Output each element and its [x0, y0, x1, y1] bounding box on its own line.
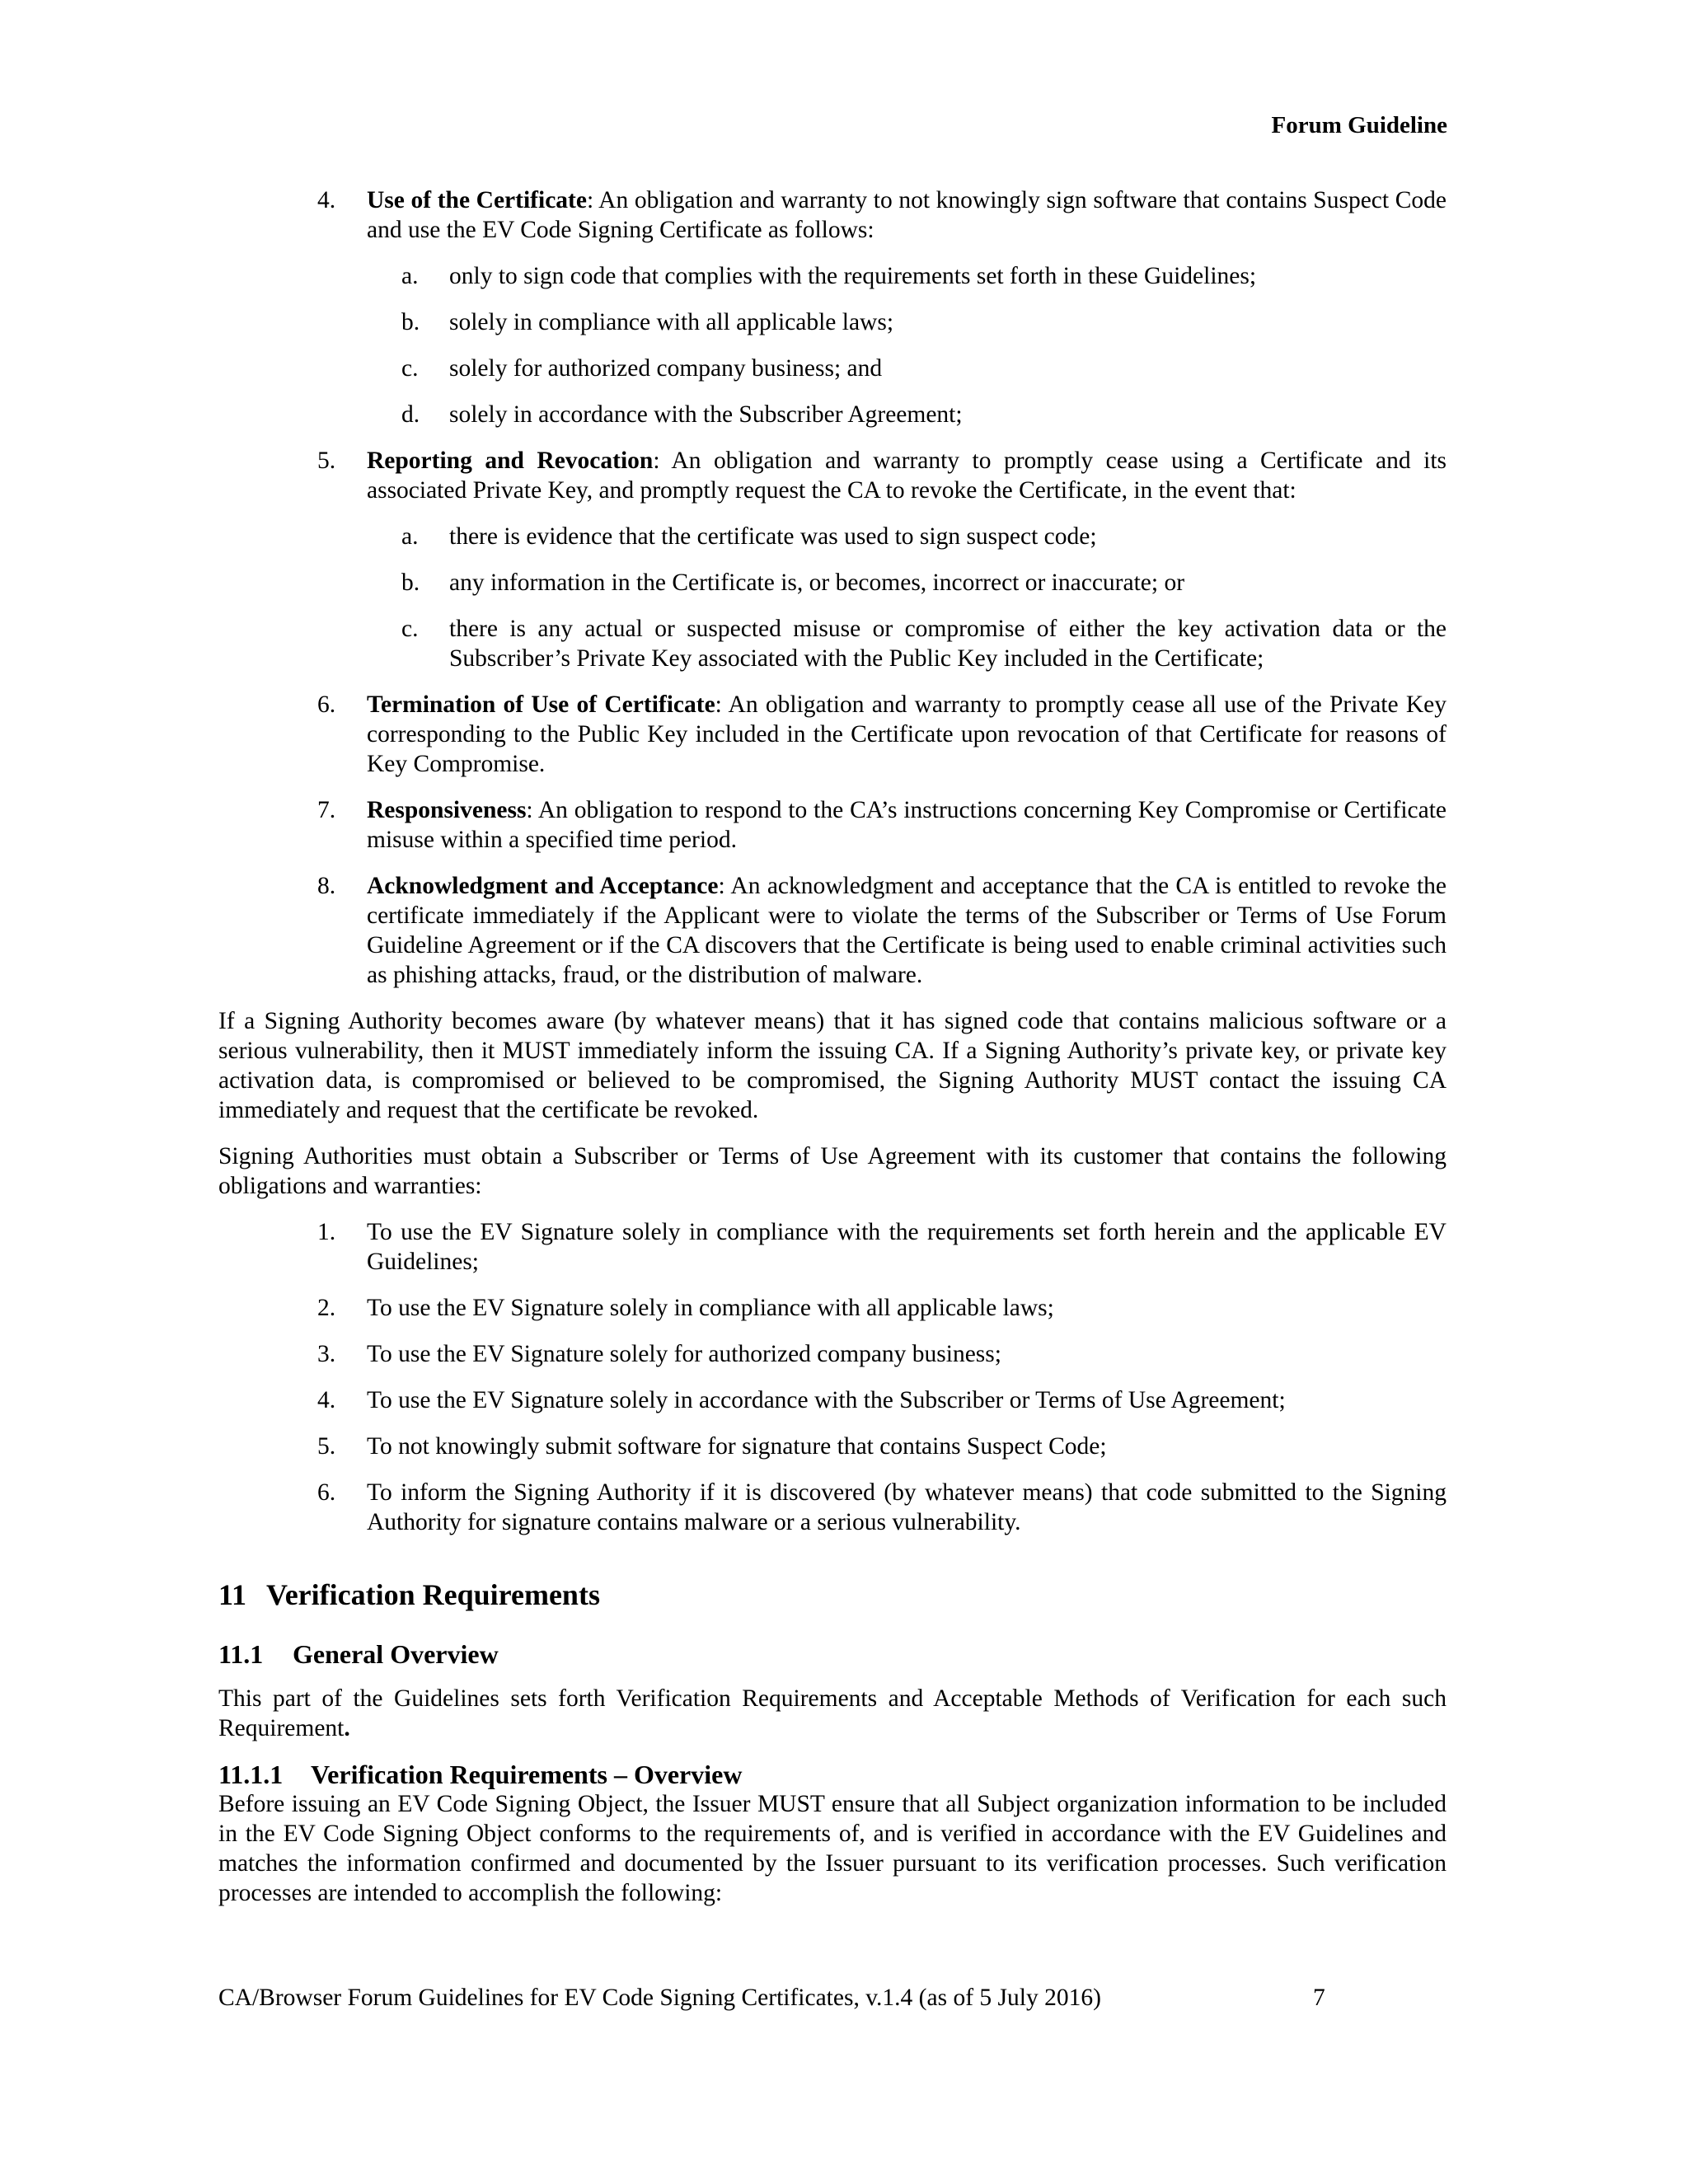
page-footer: CA/Browser Forum Guidelines for EV Code Signing Certificates, v.1.4 (as of 5 July 2016) [218, 1985, 1101, 2011]
sub-list [367, 522, 1447, 673]
item-term: Termination of Use of Certificate [367, 691, 715, 718]
paragraph-general-overview: This part of the Guidelines sets forth Verification Requirements and Acceptable Methods of Verification for each such Requirement. [218, 1685, 1447, 1741]
item-term: Responsiveness [367, 797, 527, 823]
subscriber-obligations-list [218, 185, 1447, 990]
paragraph-agreement: Signing Authorities must obtain a Subscriber or Terms of Use Agreement with its customer that contains the following obligations and warranties: [218, 1143, 1447, 1199]
list-item: 5. To not knowingly submit software for signature that contains Suspect Code; [317, 1433, 1107, 1460]
sub-list-item: b. solely in compliance with all applicable laws; [401, 309, 894, 335]
list-item: 4. Use of the Certificate: An obligation and warranty to not knowingly sign software that contains Suspect Code and use the EV Code Signing Certificate as follows: a. only to sign code that complies with the requirements set forth in these Guidelines; b. solely in compliance with all applicable laws; c. solely for authorized company business; and d. solely in accordance with the Subscriber Agreement; [317, 187, 1447, 428]
page-content [218, 185, 1447, 1924]
signing-authority-obligations-list [218, 1217, 1447, 1537]
item-term: Reporting and Revocation [367, 448, 654, 474]
list-number: 7. [317, 797, 336, 823]
item-term: Use of the Certificate [367, 187, 587, 213]
paragraph-verification-overview: Before issuing an EV Code Signing Object, the Issuer MUST ensure that all Subject organization information to be included in the EV Code Signing Object conforms to the requirements of, and is verified in accordance with the EV Guidelines and matches the information confirmed and documented by the Issuer pursuant to its verification processes. Such verification processes are intended to accomplish the following: [218, 1791, 1447, 1906]
list-number: 6. [317, 691, 336, 718]
list-item: 6. Termination of Use of Certificate: An obligation and warranty to promptly cease all use of the Private Key corresponding to the Public Key included in the Certificate upon revocation of that Certificate for reasons of Key Compromise. [317, 691, 1447, 777]
running-header: Forum Guideline [1271, 112, 1447, 138]
item-text: An obligation to respond to the CA’s instructions concerning Key Compromise or Certificate misuse within a specified time period. [367, 797, 1447, 853]
list-item: 7. Responsiveness: An obligation to respond to the CA’s instructions concerning Key Compromise or Certificate misuse within a specified time period. [317, 797, 1447, 853]
sub-list-item: b. any information in the Certificate is, or becomes, incorrect or inaccurate; or [401, 569, 1185, 596]
item-text: An obligation and warranty to promptly cease all use of the Private Key corresponding to the Public Key included in the Certificate upon revocation of that Certificate for reasons of Key Compromise. [367, 691, 1447, 777]
list-item: 8. Acknowledgment and Acceptance: An acknowledgment and acceptance that the CA is entitled to revoke the certificate immediately if the Applicant were to violate the terms of the Subscriber or Terms of Use Forum Guideline Agreement or if the CA discovers that the Certificate is being used to enable criminal activities such as phishing attacks, fraud, or the distribution of malware. [317, 873, 1447, 988]
sub-list-item: a. only to sign code that complies with the requirements set forth in these Guidelines; [401, 263, 1257, 289]
item-text: An obligation and warranty to promptly cease using a Certificate and its associated Private Key, and promptly request the CA to revoke the Certificate, in the event that: [367, 448, 1447, 504]
section-heading-11: 11 Verification Requirements [218, 1578, 600, 1611]
list-number: 5. [317, 448, 336, 474]
section-heading-11-1-1: 11.1.1 Verification Requirements – Overview [218, 1760, 743, 1789]
list-item: 1. To use the EV Signature solely in compliance with the requirements set forth herein and the applicable EV Guidelines; [317, 1219, 1447, 1275]
list-item: 6. To inform the Signing Authority if it is discovered (by whatever means) that code submitted to the Signing Authority for signature contains malware or a serious vulnerability. [317, 1479, 1447, 1535]
item-term: Acknowledgment and Acceptance [367, 873, 719, 899]
sub-list [367, 261, 1447, 429]
list-item: 2. To use the EV Signature solely in compliance with all applicable laws; [317, 1295, 1054, 1321]
item-text: An obligation and warranty to not knowingly sign software that contains Suspect Code and use the EV Code Signing Certificate as follows: [367, 187, 1447, 243]
sub-list-item: c. solely for authorized company business; and [401, 355, 883, 382]
list-number: 4. [317, 187, 336, 213]
sub-list-item: a. there is evidence that the certificate was used to sign suspect code; [401, 523, 1097, 550]
section-heading-11-1: 11.1 General Overview [218, 1639, 499, 1669]
list-item: 3. To use the EV Signature solely for authorized company business; [317, 1341, 1001, 1367]
page-number: 7 [1313, 1985, 1325, 2011]
list-item: 5. Reporting and Revocation: An obligation and warranty to promptly cease using a Certificate and its associated Private Key, and promptly request the CA to revoke the Certificate, in the event that: a. there is evidence that the certificate was used to sign suspect code; b. any information in the Certificate is, or becomes, incorrect or inaccurate; or c. there is any actual or suspected misuse or compromise of either the key activation data or the Subscriber’s Private Key associated with the Public Key included in the Certificate; [317, 448, 1447, 672]
sub-list-item: d. solely in accordance with the Subscriber Agreement; [401, 401, 963, 428]
paragraph-signing-authority: If a Signing Authority becomes aware (by whatever means) that it has signed code that contains malicious software or a serious vulnerability, then it MUST immediately inform the issuing CA. If a Signing Authority’s private key, or private key activation data, is compromised or believed to be compromised, the Signing Authority MUST contact the issuing CA immediately and request that the certificate be revoked. [218, 1008, 1447, 1123]
item-text: An acknowledgment and acceptance that the CA is entitled to revoke the certificate immediately if the Applicant were to violate the terms of the Subscriber or Terms of Use Forum Guideline Agreement or if the CA discovers that the Certificate is being used to enable criminal activities such as phishing attacks, fraud, or the distribution of malware. [367, 873, 1447, 988]
list-number: 8. [317, 873, 336, 899]
sub-list-item: c. there is any actual or suspected misuse or compromise of either the key activation data or the Subscriber’s Private Key associated with the Public Key included in the Certificate; [401, 616, 1447, 672]
list-item: 4. To use the EV Signature solely in accordance with the Subscriber or Terms of Use Agreement; [317, 1387, 1286, 1413]
